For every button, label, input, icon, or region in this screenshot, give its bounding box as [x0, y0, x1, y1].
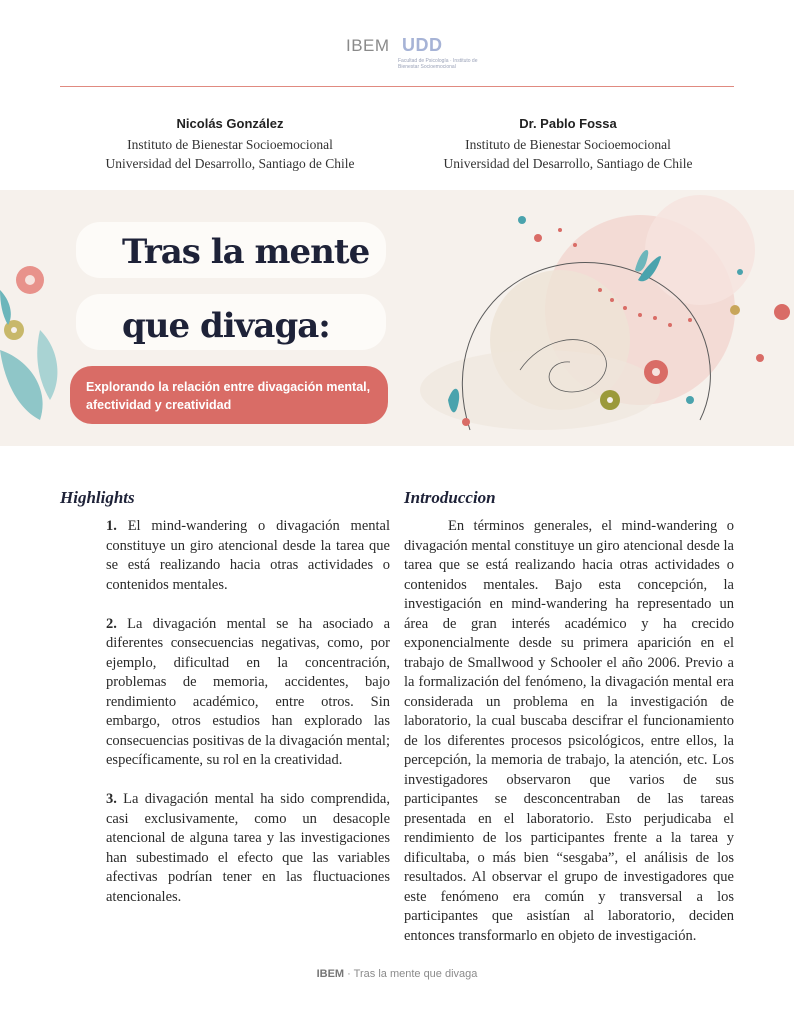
highlight-text: La divagación mental ha sido comprendida, casi exclusivamente, como un desacople atencional de alguna tarea y las investigaciones han subestimado el efecto que las variables afectivas podrían tener en las fluctuaciones atencionales.: [106, 791, 390, 905]
introduction-heading: Introduccion: [404, 488, 496, 507]
highlight-number: 2.: [106, 615, 117, 632]
author-block-1: [80, 116, 380, 173]
header-logo: [340, 35, 478, 74]
highlight-number: 3.: [106, 791, 117, 807]
author-name: Nicolás González: [176, 116, 284, 131]
footer-title: Tras la mente que divaga: [353, 968, 478, 980]
subtitle-text: Explorando la relación entre divagación mental, afectividad y creatividad: [86, 380, 371, 412]
highlights-list: [106, 517, 390, 927]
highlights-heading: Highlights: [60, 488, 135, 507]
highlight-text: La divagación mental se ha asociado a diferentes consecuencias negativas, como, por ejemplo, dificultad en la concentración, problemas de memoria, accidentes, bajo rendimiento académico, entre otros. Sin embargo, otros estudios han explorado las consecuencias positivas de la divagación mental; específicamente, su rol en la creatividad.: [106, 615, 391, 768]
highlight-item: [106, 790, 390, 907]
logo-subtitle: Facultad de Psicología · Instituto de Bienestar Socioemocional: [398, 58, 478, 70]
title-banner: [0, 190, 794, 446]
author-university: Universidad del Desarrollo, Santiago de Chile: [443, 156, 693, 171]
author-affiliation: Instituto de Bienestar Socioemocional: [127, 137, 333, 152]
ibem-logo: IBEM: [346, 36, 390, 55]
author-university: Universidad del Desarrollo, Santiago de Chile: [105, 156, 355, 171]
highlight-item: [106, 517, 390, 595]
highlight-text: El mind-wandering o divagación mental constituye un giro atencional desde la tarea que se está realizando hacia otras actividades o contenidos mentales.: [106, 518, 391, 593]
title-line-1: Tras la mente: [122, 232, 370, 272]
udd-logo: UDD: [402, 35, 443, 55]
footer-brand: IBEM: [316, 968, 345, 980]
header-divider: [60, 86, 734, 87]
footer-separator: ·: [344, 968, 354, 980]
author-block-2: [418, 116, 718, 173]
page-footer: [0, 968, 794, 980]
author-name: Dr. Pablo Fossa: [519, 116, 617, 131]
introduction-body: En términos generales, el mind-wandering o divagación mental constituye un giro atencional desde la tarea que se está realizando hacia otras actividades o contenidos mentales. Bajo esta concepción, la investigación en mind-wandering ha representado un área de gran interés académico y ha crecido exponencialmente desde su primera aparición en el trabajo de Smallwood y Schooler el año 2006. Previo a la formalización del fenómeno, la divagación mental era considerada un problema en la investigación de laboratorio, la cual buscaba descifrar el funcionamiento de los diferentes procesos psicológicos, entre ellos, la percepción, la memoria de trabajo, la atención, etc. Los investigadores observaron que varios de sus participantes se desconcentraban de las tareas presentada en el laboratorio. Esto perjudicaba el rendimiento de los participantes frente a la tarea y dificultaba, o más bien “sesgaba”, el análisis de los resultados. Al observar el grupo de investigadores que este fenómeno era común y transversal a los participantes que asistían al laboratorio, deciden entonces transformarlo en objeto de investigación.: [404, 518, 734, 944]
highlight-item: [106, 615, 390, 771]
author-affiliation: Instituto de Bienestar Socioemocional: [465, 137, 671, 152]
highlight-number: 1.: [106, 518, 117, 534]
title-line-2: que divaga:: [122, 306, 330, 346]
